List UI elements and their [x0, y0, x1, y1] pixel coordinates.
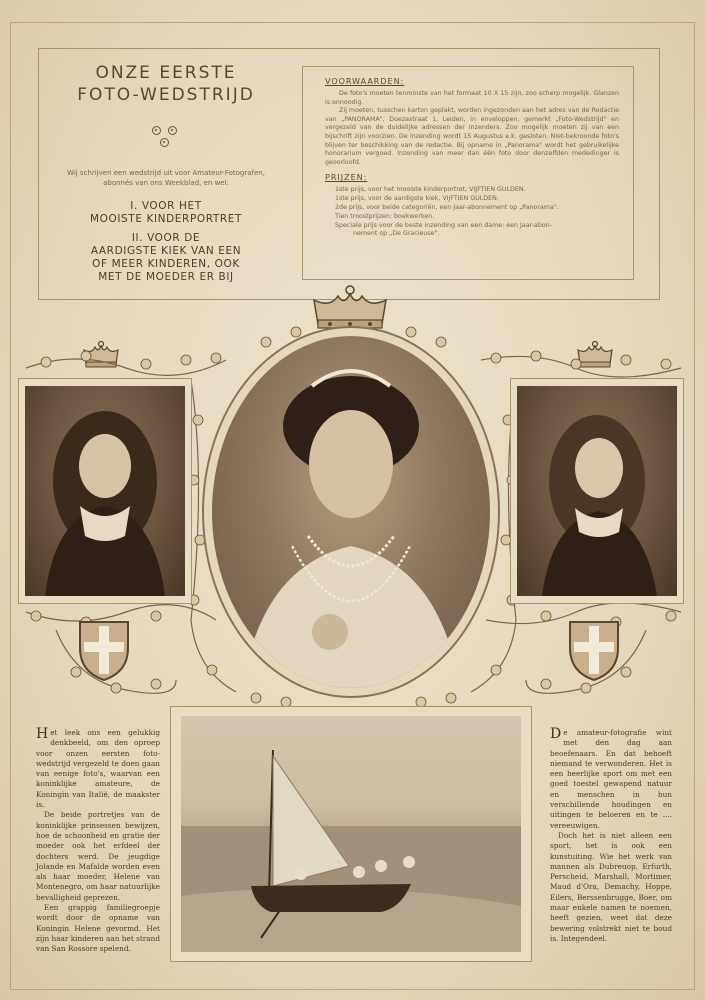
ornament-icon [168, 126, 177, 135]
category-2-line-1: II. VOOR DE [131, 232, 201, 244]
article-column-right [550, 728, 672, 944]
ornament-icon [160, 138, 169, 147]
ornament-cluster [52, 124, 280, 154]
category-1-line-2: MOOISTE KINDERPORTRET [89, 213, 243, 225]
drop-cap: D [550, 726, 562, 742]
contest-intro: Wij schrijven een wedstrijd uit voor Amateur-Fotografen, abonnés van ons Weekblad, en wel: [67, 169, 265, 187]
article-column-left [36, 728, 160, 955]
category-2-line-2: AARDIGSTE KIEK VAN EEN [90, 245, 242, 257]
category-2-line-3: OF MEER KINDEREN, OOK [92, 258, 240, 270]
drop-cap: H [36, 726, 49, 742]
article-paragraph: e amateur-fotografie wint met den dag aan beoefenaars. En dat behoeft niemand te verwonderen. Het is een heerlijke sport om met een goed toestel gewapend natuur en menschen in hun verschillende houdingen en uitingen te beloeren en te .... vereeuwigen. [550, 728, 672, 830]
prize-item: 1ste prijs, voor het mooiste kinderportret, VIJFTIEN GULDEN. [335, 186, 526, 194]
article-paragraph: De beide portretjes van de koninklijke prinsessen bewijzen, hoe de schoonheid en gratie der moeder ook het erfdeel der dochters werd. De jeugdige Jolande en Mafalde worden even als haar moeder, Helene van Montenegro, om haar natuurlijke bevalligheid geprezen. [36, 810, 160, 902]
category-1-line-1: I. VOOR HET [130, 200, 202, 212]
prize-item: 2de prijs, voor beide categoriën, een Jaar-abonnement op „Panorama". [335, 203, 559, 211]
title-line-1: ONZE EERSTE [95, 63, 237, 83]
princess-portrait-right [517, 386, 677, 596]
conditions-paragraph: De foto's moeten tenminste van het formaat 10 X 15 zijn, zoo scherp mogelijk. Glanzen is onnoodig. [325, 90, 619, 106]
contest-title-block [52, 62, 280, 284]
prize-item: Tien troostprijzen: boekwerken. [335, 212, 435, 220]
savoy-shield-icon [566, 618, 622, 682]
category-2-line-4: MET DE MOEDER ER BIJ [98, 271, 234, 283]
savoy-shield-icon [76, 618, 132, 682]
title-line-2: FOTO-WEDSTRIJD [77, 85, 255, 105]
conditions-heading: VOORWAARDEN: [325, 77, 405, 86]
article-paragraph: Een grappig familiegroepje wordt door de opname van Koningin Helene gevormd. Het zijn haar kinderen aan het strand van San Rossore spelend. [36, 903, 160, 954]
conditions-paragraph: Zij moeten, tusschen karton geplakt, worden ingezonden aan het adres van de Redactie van „PANORAMA", Doezastraat 1, Leiden, in enveloppen, gemerkt „Foto-Wedstrijd" en vergezeld van de duidelijke adressen der inzenders. Zoo mogelijk moeten zij van een bijschrift zijn voorzien. De inzending wordt 15 Augustus e.k. gesloten. Niet-bekroonde foto's blijven ter beschikking van de redactie. Bij opname in „Panorama" wordt het gebruikelijke honorarium vergoed. Inzending van meer dan één foto door denzelfden mededinger is geoorloofd. [325, 107, 619, 166]
prizes-heading: PRIJZEN: [325, 173, 368, 183]
princess-portrait-left [25, 386, 185, 596]
prize-item: 1ste prijs, voor de aardigste kiek, VIJFTIEN GULDEN. [335, 195, 499, 203]
prize-item: nement op „De Gracieuse". [353, 230, 440, 238]
queen-helene-portrait [212, 336, 490, 688]
conditions-box [302, 66, 634, 280]
children-beach-photo [181, 716, 521, 952]
prize-item: Speciale prijs voor de beste inzending van een dame: een Jaar-abon- [335, 221, 553, 229]
article-paragraph: et leek ons een gelukkig denkbeeld, om den oproep voor onzen eersten foto-wedstrijd vergezeld te doen gaan van eenige foto's, waarvan een koninklijke amateure, de Koningin van Italië, de maakster is. [36, 728, 160, 810]
ornament-icon [152, 126, 161, 135]
article-paragraph: Doch het is niet alleen een sport, het is ook een kunstuiting. Wie het werk van mannen als Dubreuop, Erfurth, Perscheid, Marshall, Mortimer, Maud d'Ora, Demachy, Hoppe, Eilers, Berssenbrugge, Boer, om maar enkele namen te noemen, heeft gezien, weet dat deze bewering volstrekt niet te boud is. Integendeel. [550, 830, 672, 943]
